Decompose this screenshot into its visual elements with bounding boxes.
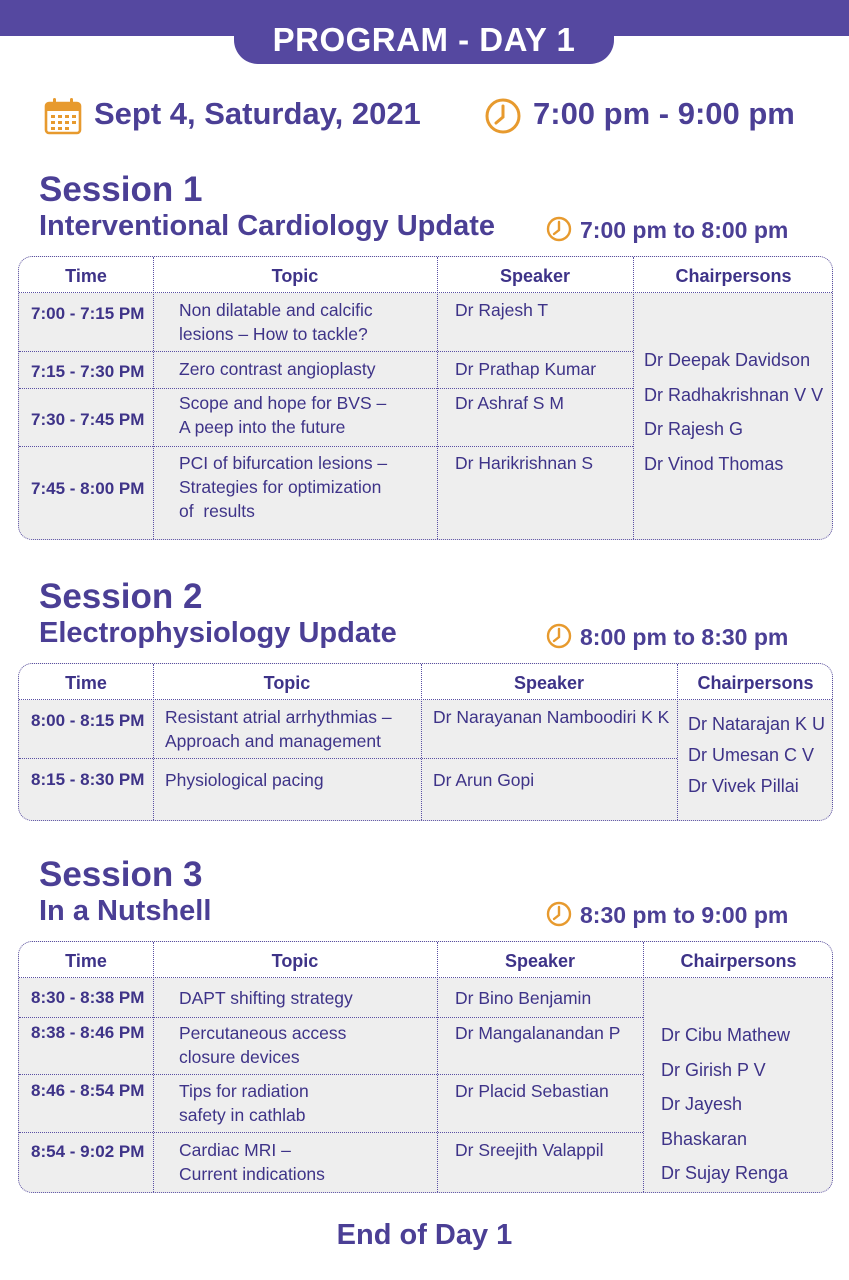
chairperson: Dr Radhakrishnan V V bbox=[644, 384, 824, 405]
table-row-time: 8:15 - 8:30 PM bbox=[31, 770, 145, 789]
table-row-time: 7:00 - 7:15 PM bbox=[31, 304, 145, 323]
col-speaker-header: Speaker bbox=[504, 951, 576, 971]
event-time-range: 7:00 pm - 9:00 pm bbox=[533, 96, 795, 131]
table-row-topic: Cardiac MRI – Current indications bbox=[179, 1140, 325, 1184]
chairpersons-list bbox=[644, 343, 823, 481]
col-speaker-header: Speaker bbox=[499, 266, 571, 286]
table-row-topic: Tips for radiation safety in cathlab bbox=[179, 1081, 309, 1125]
table-row-speaker: Dr Sreejith Valappil bbox=[455, 1140, 604, 1160]
table-row-time: 8:38 - 8:46 PM bbox=[31, 1023, 145, 1042]
session-1-name: Interventional Cardiology Update bbox=[39, 210, 495, 242]
session-1-table bbox=[18, 256, 833, 540]
table-row-speaker: Dr Mangalanandan P bbox=[455, 1023, 621, 1043]
event-date: Sept 4, Saturday, 2021 bbox=[94, 96, 421, 131]
table-row-topic: Non dilatable and calcific lesions – How to tackle? bbox=[179, 300, 373, 344]
session-3-table bbox=[18, 941, 833, 1193]
col-time-header: Time bbox=[65, 673, 107, 693]
table-row-topic: Percutaneous access closure devices bbox=[179, 1023, 347, 1067]
table-row-speaker: Dr Prathap Kumar bbox=[455, 359, 597, 379]
table-row-topic: Scope and hope for BVS – A peep into the future bbox=[179, 393, 387, 437]
clock-icon bbox=[546, 216, 572, 242]
calendar-icon bbox=[44, 97, 82, 140]
col-speaker-header: Speaker bbox=[513, 673, 585, 693]
col-chair-header: Chairpersons bbox=[680, 951, 797, 971]
col-time-header: Time bbox=[65, 266, 107, 286]
table-row-time: 8:00 - 8:15 PM bbox=[31, 711, 145, 730]
session-3-time bbox=[546, 901, 788, 929]
table-row-topic: DAPT shifting strategy bbox=[179, 988, 353, 1008]
chairperson: Dr Jayesh Bhaskaran bbox=[661, 1094, 748, 1149]
chairpersons-list bbox=[688, 709, 825, 802]
end-of-day-label: End of Day 1 bbox=[336, 1219, 513, 1251]
col-chair-header: Chairpersons bbox=[697, 673, 814, 693]
table-row-time: 8:46 - 8:54 PM bbox=[31, 1081, 145, 1100]
chairperson: Dr Rajesh G bbox=[644, 419, 744, 439]
table-row-speaker: Dr Harikrishnan S bbox=[455, 453, 594, 473]
chairperson: Dr Girish P V bbox=[661, 1059, 766, 1080]
chairperson: Dr Cibu Mathew bbox=[661, 1025, 791, 1045]
col-chair-header: Chairpersons bbox=[675, 266, 792, 286]
clock-icon bbox=[546, 901, 572, 927]
session-3-name: In a Nutshell bbox=[39, 895, 212, 927]
chairperson: Dr Natarajan K U bbox=[688, 714, 826, 734]
session-3-time-text: 8:30 pm to 9:00 pm bbox=[580, 902, 789, 928]
date-time-line bbox=[0, 94, 849, 138]
table-row-topic: Zero contrast angioplasty bbox=[179, 359, 376, 379]
session-1-time bbox=[546, 216, 788, 244]
chairpersons-list bbox=[661, 1018, 832, 1191]
session-3-number: Session 3 bbox=[39, 855, 203, 894]
session-2-number: Session 2 bbox=[39, 577, 203, 616]
chairperson: Dr Vinod Thomas bbox=[644, 453, 784, 474]
col-topic-header: Topic bbox=[271, 266, 319, 286]
table-row-speaker: Dr Ashraf S M bbox=[455, 393, 564, 413]
session-2-table bbox=[18, 663, 833, 821]
session-2-name: Electrophysiology Update bbox=[39, 617, 397, 649]
clock-icon bbox=[546, 623, 572, 649]
table-row-speaker: Dr Narayanan Namboodiri K K bbox=[433, 707, 670, 727]
table-row-time: 8:30 - 8:38 PM bbox=[31, 988, 145, 1007]
table-header bbox=[19, 664, 832, 700]
table-row-topic: Physiological pacing bbox=[165, 770, 324, 790]
table-row-time: 7:15 - 7:30 PM bbox=[31, 362, 145, 381]
chairperson: Dr Vivek Pillai bbox=[688, 776, 799, 796]
session-1-time-text: 7:00 pm to 8:00 pm bbox=[580, 217, 789, 243]
chairperson: Dr Deepak Davidson bbox=[644, 350, 811, 370]
table-row-speaker: Dr Placid Sebastian bbox=[455, 1081, 609, 1101]
table-row-time: 7:30 - 7:45 PM bbox=[31, 410, 145, 429]
table-header bbox=[19, 257, 832, 293]
clock-icon bbox=[484, 97, 522, 140]
table-row-topic: PCI of bifurcation lesions – Strategies for optimization of results bbox=[179, 453, 388, 521]
table-row-time: 7:45 - 8:00 PM bbox=[31, 479, 145, 498]
session-2-time-text: 8:00 pm to 8:30 pm bbox=[580, 624, 789, 650]
table-header bbox=[19, 942, 832, 978]
session-1-number: Session 1 bbox=[39, 170, 203, 209]
col-topic-header: Topic bbox=[271, 951, 319, 971]
chairperson: Dr Umesan C V bbox=[688, 745, 815, 765]
table-row-topic: Resistant atrial arrhythmias – Approach and management bbox=[165, 707, 392, 751]
program-title: PROGRAM - DAY 1 bbox=[234, 14, 614, 64]
session-2-time bbox=[546, 623, 788, 651]
table-row-speaker: Dr Rajesh T bbox=[455, 300, 549, 320]
table-row-speaker: Dr Arun Gopi bbox=[433, 770, 535, 790]
table-row-time: 8:54 - 9:02 PM bbox=[31, 1142, 145, 1161]
col-time-header: Time bbox=[65, 951, 107, 971]
chairperson: Dr Sujay Renga bbox=[661, 1163, 789, 1183]
col-topic-header: Topic bbox=[263, 673, 311, 693]
table-row-speaker: Dr Bino Benjamin bbox=[455, 988, 592, 1008]
